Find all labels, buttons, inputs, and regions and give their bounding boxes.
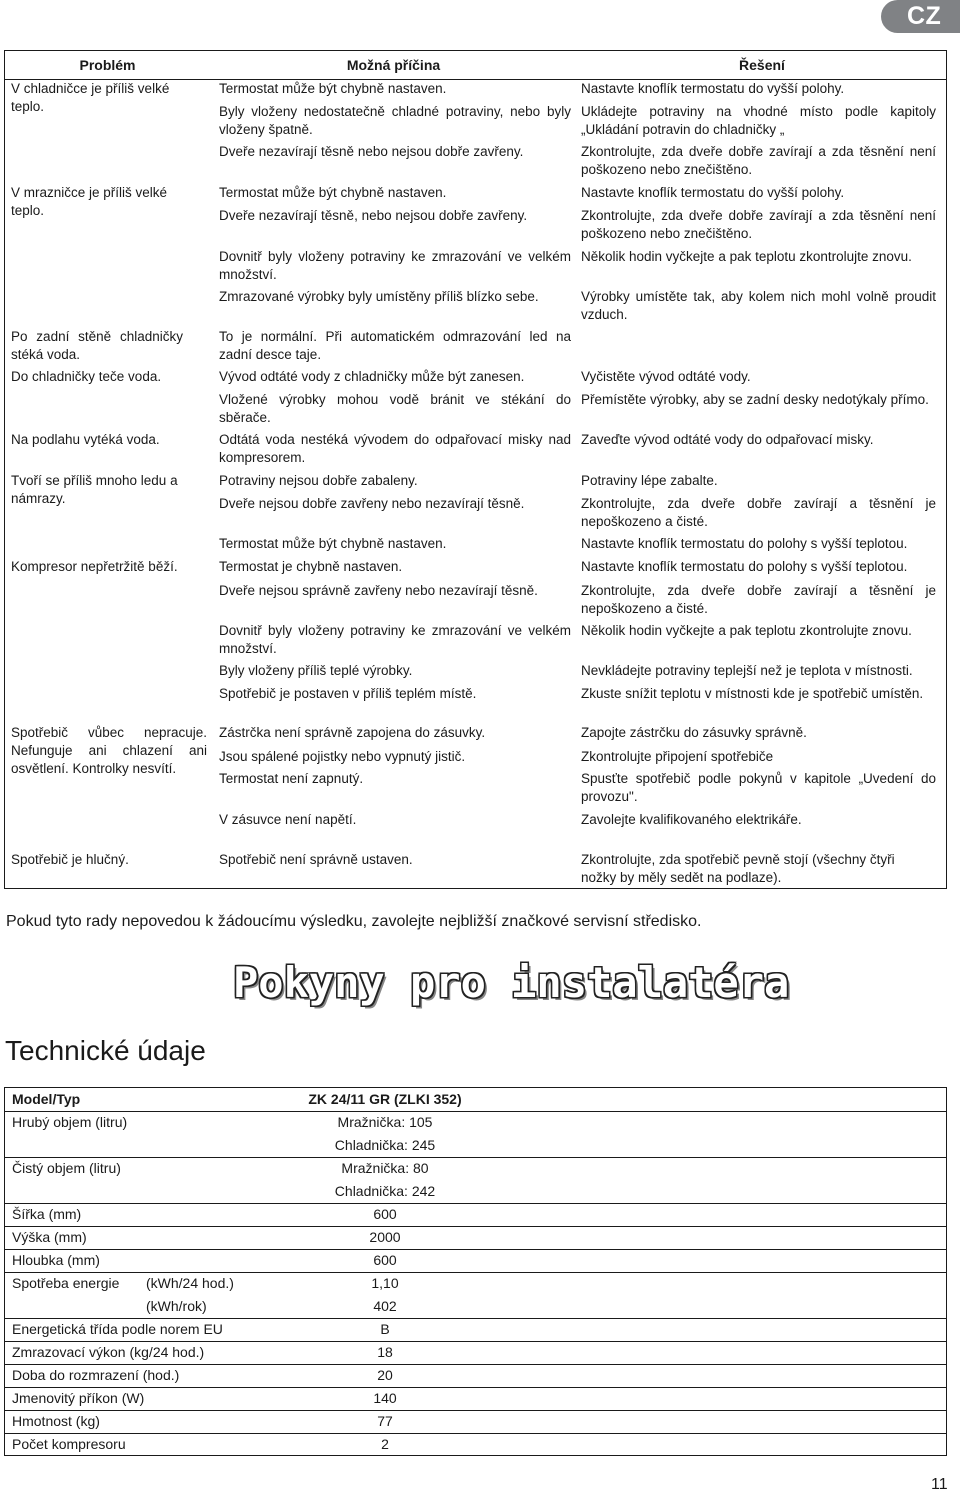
page-number: 11 xyxy=(931,1476,948,1493)
cause-item: Potraviny nejsou dobře zabaleny. xyxy=(219,473,418,488)
cause-item: Dovnitř byly vloženy potraviny ke zmrazování ve velkém množství. xyxy=(219,623,571,656)
cause-item: Termostat může být chybně nastaven. xyxy=(219,185,447,200)
cause-item: Termostat může být chybně nastaven. xyxy=(219,536,447,551)
solution-item: Nastavte knoflík termostatu do vyšší polohy. xyxy=(581,81,845,96)
spec-label: Spotřeba energie xyxy=(12,1275,120,1291)
spec-label: Zmrazovací výkon (kg/24 hod.) xyxy=(12,1344,205,1360)
spec-row xyxy=(5,1364,946,1388)
spec-row xyxy=(5,1157,946,1180)
cause-item: Jsou spálené pojistky nebo vypnutý jistič. xyxy=(219,749,466,764)
technical-data-table xyxy=(4,1087,947,1456)
spec-label: Jmenovitý příkon (W) xyxy=(12,1390,145,1406)
cause-item: Byly vloženy nedostatečně chladné potraviny, nebo byly vloženy špatně. xyxy=(219,104,571,137)
spec-value: Chladnička: 245 xyxy=(334,1137,436,1153)
cause-item: Dveře nejsou správně zavřeny nebo nezavírají těsně. xyxy=(219,583,538,598)
solution-item: Zaveďte vývod odtáté vody do odpařovací misky. xyxy=(581,432,874,447)
spec-label: Hloubka (mm) xyxy=(12,1252,100,1268)
cause-item: Spotřebič je postaven v příliš teplém místě. xyxy=(219,686,477,701)
spec-row xyxy=(5,1249,946,1273)
header-problem: Problém xyxy=(79,57,136,73)
spec-value: 402 xyxy=(373,1298,397,1314)
header-cause: Možná příčina xyxy=(346,57,441,73)
header-solution: Řešení xyxy=(739,57,785,73)
spec-value: Chladnička: 242 xyxy=(334,1183,436,1199)
spec-label: Šířka (mm) xyxy=(12,1206,82,1222)
spec-row xyxy=(5,1318,946,1342)
spec-label: Energetická třída podle norem EU xyxy=(12,1321,223,1337)
spec-value: 18 xyxy=(377,1344,393,1360)
cause-item: To je normální. Při automatickém odmrazování led na zadní desce taje. xyxy=(219,329,571,362)
cause-item: Vývod odtáté vody z chladničky může být zanesen. xyxy=(219,369,525,384)
spec-value: B xyxy=(380,1321,390,1337)
solution-item: Zkontrolujte, zda dveře dobře zavírají a těsnění je nepoškozeno a čisté. xyxy=(581,583,936,616)
problem-item: Do chladničky teče voda. xyxy=(11,369,162,384)
cause-item: Termostat může být chybně nastaven. xyxy=(219,81,447,96)
spec-row xyxy=(5,1272,946,1295)
solution-item: Spusťte spotřebič podle pokynů v kapitole „Uvedení do provozu". xyxy=(581,771,936,804)
spec-label: Doba do rozmrazení (hod.) xyxy=(12,1367,180,1383)
solution-item: Potraviny lépe zabalte. xyxy=(581,473,718,488)
spec-row xyxy=(5,1433,946,1456)
spec-label: Čistý objem (litru) xyxy=(12,1160,121,1176)
solution-item: Zkontrolujte, zda spotřebič pevně stojí (všechny čtyři nožky by měly sedět na podlaze). xyxy=(581,852,895,885)
spec-label: Výška (mm) xyxy=(12,1229,87,1245)
solution-item: Zkontrolujte, zda dveře dobře zavírají a zda těsnění není poškozeno nebo znečištěno. xyxy=(581,144,936,177)
spec-value: 2 xyxy=(381,1436,389,1452)
spec-value: 600 xyxy=(373,1252,397,1268)
solution-item: Výrobky umístěte tak, aby kolem nich mohl volně proudit vzduch. xyxy=(581,289,936,322)
solution-item: Nevkládejte potraviny teplejší než je teplota v místnosti. xyxy=(581,663,913,678)
solution-item: Zkuste snížit teplotu v místnosti kde je spotřebič umístěn. xyxy=(581,686,924,701)
language-badge: CZ xyxy=(881,0,960,33)
problem-item: Tvoří se příliš mnoho ledu a námrazy. xyxy=(11,473,178,506)
spec-value: Mražnička: 105 xyxy=(337,1114,433,1130)
solution-item: Zavolejte kvalifikovaného elektrikáře. xyxy=(581,812,802,827)
spec-unit: (kWh/rok) xyxy=(146,1298,207,1314)
spec-value: Mražnička: 80 xyxy=(341,1160,429,1176)
spec-value: 20 xyxy=(377,1367,393,1383)
spec-value: ZK 24/11 GR (ZLKI 352) xyxy=(308,1091,462,1107)
spec-row xyxy=(5,1410,946,1434)
problem-item: Po zadní stěně chladničky stéká voda. xyxy=(11,329,183,362)
spec-label: Hmotnost (kg) xyxy=(12,1413,100,1429)
solution-item: Zkontrolujte připojení spotřebiče xyxy=(581,749,774,764)
solution-item: Několik hodin vyčkejte a pak teplotu zkontrolujte znovu. xyxy=(581,623,912,638)
spec-row xyxy=(5,1226,946,1250)
spec-label: Počet kompresoru xyxy=(12,1436,126,1452)
spec-value: 77 xyxy=(377,1413,393,1429)
problem-item: Na podlahu vytéká voda. xyxy=(11,432,160,447)
spec-unit: (kWh/24 hod.) xyxy=(146,1275,234,1291)
table-header-row xyxy=(5,51,946,80)
spec-row xyxy=(5,1295,946,1319)
cause-item: Termostat je chybně nastaven. xyxy=(219,559,403,574)
solution-item: Zkontrolujte, zda dveře dobře zavírají a zda těsnění není poškozeno nebo znečištěno. xyxy=(581,208,936,241)
cause-item: Vložené výrobky mohou vodě bránit ve stékání do sběrače. xyxy=(219,392,571,425)
problem-item: V mrazničce je příliš velké teplo. xyxy=(11,185,168,218)
cause-item: Byly vloženy příliš teplé výrobky. xyxy=(219,663,413,678)
spec-label: Model/Typ xyxy=(12,1091,81,1107)
solution-item: Nastavte knoflík termostatu do polohy s vyšší teplotou. xyxy=(581,536,908,551)
cause-item: Spotřebič není správně ustaven. xyxy=(219,852,413,867)
cause-item: Zástrčka není správně zapojena do zásuvky. xyxy=(219,725,486,740)
spec-row xyxy=(5,1180,946,1204)
cause-item: Dovnitř byly vloženy potraviny ke zmrazování ve velkém množství. xyxy=(219,249,571,282)
solution-item: Několik hodin vyčkejte a pak teplotu zkontrolujte znovu. xyxy=(581,249,912,264)
cause-item: Dveře nejsou dobře zavřeny nebo nezavírají těsně. xyxy=(219,496,525,511)
problem-item: Spotřebič vůbec nepracuje. Nefunguje ani chlazení ani osvětlení. Kontrolky nesvítí. xyxy=(11,725,207,776)
spec-row xyxy=(5,1111,946,1134)
spec-row xyxy=(5,1134,946,1158)
spec-value: 1,10 xyxy=(371,1275,399,1291)
cause-item: V zásuvce není napětí. xyxy=(219,812,357,827)
solution-item: Zkontrolujte, zda dveře dobře zavírají a těsnění je nepoškozeno a čisté. xyxy=(581,496,936,529)
troubleshooting-table xyxy=(4,50,947,889)
solution-item: Nastavte knoflík termostatu do vyšší polohy. xyxy=(581,185,845,200)
spec-row xyxy=(5,1203,946,1227)
solution-item: Vyčistěte vývod odtáté vody. xyxy=(581,369,751,384)
cause-item: Dveře nezavírají těsně, nebo nejsou dobře zavřeny. xyxy=(219,208,528,223)
problem-item: Spotřebič je hlučný. xyxy=(11,852,129,867)
cause-item: Zmrazované výrobky byly umístěny příliš blízko sebe. xyxy=(219,289,539,304)
cause-item: Termostat není zapnutý. xyxy=(219,771,364,786)
solution-item: Zapojte zástrčku do zásuvky správně. xyxy=(581,725,807,740)
installer-title: Pokyny pro instalatéra xyxy=(233,958,790,1007)
spec-row xyxy=(5,1387,946,1411)
spec-value: 600 xyxy=(373,1206,397,1222)
solution-item: Přemístěte výrobky, aby se zadní desky nedotýkaly přímo. xyxy=(581,392,929,407)
service-note: Pokud tyto rady nepovedou k žádoucímu výsledku, zavolejte nejbližší značkové servisní středisko. xyxy=(6,913,702,930)
technical-data-title: Technické údaje xyxy=(5,1035,206,1066)
spec-row xyxy=(5,1088,946,1112)
spec-value: 2000 xyxy=(369,1229,401,1245)
problem-item: V chladničce je příliš velké teplo. xyxy=(11,81,170,114)
spec-value: 140 xyxy=(373,1390,397,1406)
problem-item: Kompresor nepřetržitě běží. xyxy=(11,559,178,574)
cause-item: Dveře nezavírají těsně nebo nejsou dobře zavřeny. xyxy=(219,144,524,159)
spec-label: Hrubý objem (litru) xyxy=(12,1114,128,1130)
solution-item: Ukládejte potraviny na vhodné místo podle kapitoly „Ukládání potravin do chladničky „ xyxy=(581,104,936,137)
spec-row xyxy=(5,1341,946,1365)
solution-item: Nastavte knoflík termostatu do polohy s vyšší teplotou. xyxy=(581,559,908,574)
cause-item: Odtátá voda nestéká vývodem do odpařovací misky nad kompresorem. xyxy=(219,432,571,465)
